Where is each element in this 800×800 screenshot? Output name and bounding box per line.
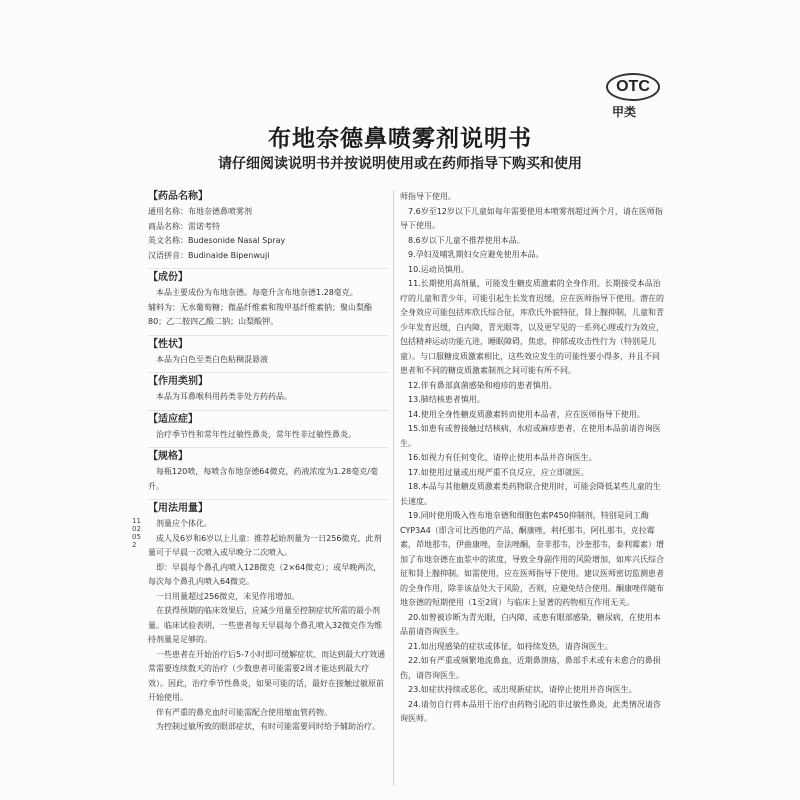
dosage-line-7: 伴有严重的鼻充血时可能需配合使用缩血管药物。	[156, 707, 332, 717]
document-title: 布地奈德鼻喷雾剂说明书	[268, 126, 532, 152]
precaution-item-16: 16.如视力有任何变化，请停止使用本品并咨询医生。	[408, 453, 597, 462]
dosage-line-2: 成人及6岁和6岁以上儿童：推荐起始剂量为一日256微克，此剂量可于早晨一次喷入或早晚分二次喷入。	[148, 533, 382, 557]
indications-text: 治疗季节性和常年性过敏性鼻炎，常年性非过敏性鼻炎。	[156, 429, 356, 439]
trade-name: 商品名称：雷诺考特	[148, 221, 220, 231]
precaution-item-14: 14.使用全身性糖皮质激素转而使用本品者，应在医师指导下使用。	[408, 409, 645, 419]
otc-category: 甲类	[612, 105, 637, 119]
section-heading-description: 【性状】	[148, 335, 388, 352]
dosage-line-6: 一些患者在开始治疗后5-7小时即可缓解症状、而达到最大疗效通常需要连续数天的治疗（少数患者可能需要2周才能达到最大疗效）。因此，治疗季节性鼻炎，如果可能的话，最好在接触过敏原前开始使用。	[148, 649, 386, 702]
dosage-line-5: 在获得预期的临床效果后，应减少用量至控制症状所需的最小剂量。临床试验表明，一些患者每天早晨每个鼻孔喷入32微克作为维持剂量是足够的。	[148, 606, 383, 644]
precaution-item-23: 23.如症状持续或恶化，或出现新症状，请停止使用并咨询医生。	[408, 685, 637, 694]
specification-text: 每瓶120喷，每喷含布地奈德64微克，药液浓度为1.28毫克/毫升。	[148, 467, 378, 491]
precaution-item-21: 21.如出现感染的症状或体征，如持续发热，请咨询医生。	[408, 641, 613, 651]
precaution-item-8: 8.6岁以下儿童不推荐使用本品。	[408, 235, 525, 245]
otc-badge: OTC	[606, 73, 660, 101]
description-text: 本品为白色至类白色粘稠混悬液	[156, 354, 268, 364]
precaution-item-12: 12.伴有鼻部真菌感染和疱疹的患者慎用。	[408, 380, 557, 390]
left-column	[148, 190, 388, 735]
precaution-item-9: 9.孕妇及哺乳期妇女应避免使用本品。	[408, 250, 544, 259]
generic-name: 通用名称：布地奈德鼻喷雾剂	[148, 207, 252, 216]
dosage-line-4: 一日用量超过256微克，未见作用增加。	[156, 591, 300, 601]
precaution-item-10: 10.运动员慎用。	[408, 264, 469, 274]
section-heading-indications: 【适应症】	[148, 410, 388, 427]
side-print-code: 1102052	[132, 517, 141, 549]
precaution-item-22: 22.如有严重或频繁地流鼻血，近期鼻溃疡，鼻部手术或有未愈合的鼻损伤，请咨询医生。	[400, 656, 661, 680]
precaution-continuation: 师指导下使用。	[400, 192, 456, 201]
precaution-item-19: 19.同时使用吸入性布地奈德和细胞色素P450抑制剂，特别是同工酶CYP3A4（即含可比西他的产品，酮康唑，利托那韦，阿扎那韦，克拉霉素，茚地那韦，伊曲康唑，奈法唑酮，奈非那韦，沙奎那韦，泰利霉素）增加了布地奈德在血浆中的浓度，导致全身副作用的风险增加，如库兴氏综合征和肾上腺抑制。如需使用，应在医师指导下使用。建议医师密切监测患者的全身作用，除非该益处大于风险，否则，应避免结合使用。酮康唑伴随布地奈德的短期使用（1至2周）与临床上显著的药物相互作用无关。	[400, 511, 664, 607]
section-heading-ingredients: 【成份】	[148, 268, 388, 285]
precaution-item-15: 15.如患有或曾接触过结核病，水痘或麻疹患者，在使用本品前请咨询医生。	[400, 424, 661, 448]
ingredients-main: 本品主要成份为布地奈德。每毫升含布地奈德1.28毫克。	[156, 288, 358, 297]
ingredients-excipients: 辅料为：无水葡萄糖；微晶纤维素和羧甲基纤维素钠；聚山梨酯80；乙二胺四乙酸二钠；山梨酸钾。	[148, 302, 372, 326]
category-text: 本品为耳鼻喉科用药类非处方药药品。	[156, 392, 292, 401]
precaution-item-20: 20.如曾被诊断为青光眼，白内障，或患有眼部感染，糖尿病，在使用本品前请咨询医生。	[400, 612, 661, 636]
precaution-item-24: 24.请勿自行将本品用于治疗由药物引起的非过敏性鼻炎，此类情况请咨询医师。	[400, 699, 661, 723]
precaution-item-18: 18.本品与其他糖皮质激素类药物联合使用时，可能会降低某些儿童的生长速度。	[400, 482, 661, 506]
dosage-line-3: 即：早晨每个鼻孔内喷入128微克（2×64微克）；或早晚两次，每次每个鼻孔内喷入64微克。	[148, 562, 382, 586]
english-name: 英文名称：Budesonide Nasal Spray	[148, 236, 286, 245]
document-subtitle: 请仔细阅读说明书并按说明使用或在药师指导下购买和使用	[218, 156, 582, 172]
precaution-item-17: 17.如使用过量或出现严重不良反应，应立即就医。	[408, 467, 589, 477]
section-heading-category: 【作用类别】	[148, 372, 388, 389]
section-heading-dosage: 【用法用量】	[148, 499, 388, 516]
pinyin-name: 汉语拼音：Budinaide Bipenwuji	[148, 250, 270, 260]
dosage-line-8: 为控制过敏所致的眼部症状，有时可能需要同时给予辅助治疗。	[156, 722, 380, 731]
dosage-line-1: 剂量应个体化。	[156, 519, 212, 528]
precaution-item-13: 13.肺结核患者慎用。	[408, 395, 485, 404]
column-divider	[393, 190, 394, 786]
right-column	[400, 190, 664, 727]
section-heading-name: 【药品名称】	[148, 191, 208, 202]
precaution-item-11: 11.长期使用高剂量，可能发生糖皮质激素的全身作用。长期接受本品治疗的儿童和青少年，可能引起生长发育迟缓，应在医师指导下使用。潜在的全身效应可能包括库欣氏综合征，库欣氏外貌特征，肾上腺抑制，儿童和青少年发育迟缓，白内障，青光眼等，以及更罕见的一系列心理或行为效应，包括精神运动功能亢进，睡眠障碍，焦虑，抑郁或攻击性行为（特别是儿童）。与口服糖皮质激素相比，这些效应发生的可能性要小得多，并且不同患者和不同的糖皮质激素制剂之间可能有所不同。	[400, 279, 664, 375]
precaution-item-7: 7.6岁至12岁以下儿童如每年需要使用本喷雾剂超过两个月，请在医师指导下使用。	[400, 206, 663, 230]
section-heading-specification: 【规格】	[148, 447, 388, 464]
